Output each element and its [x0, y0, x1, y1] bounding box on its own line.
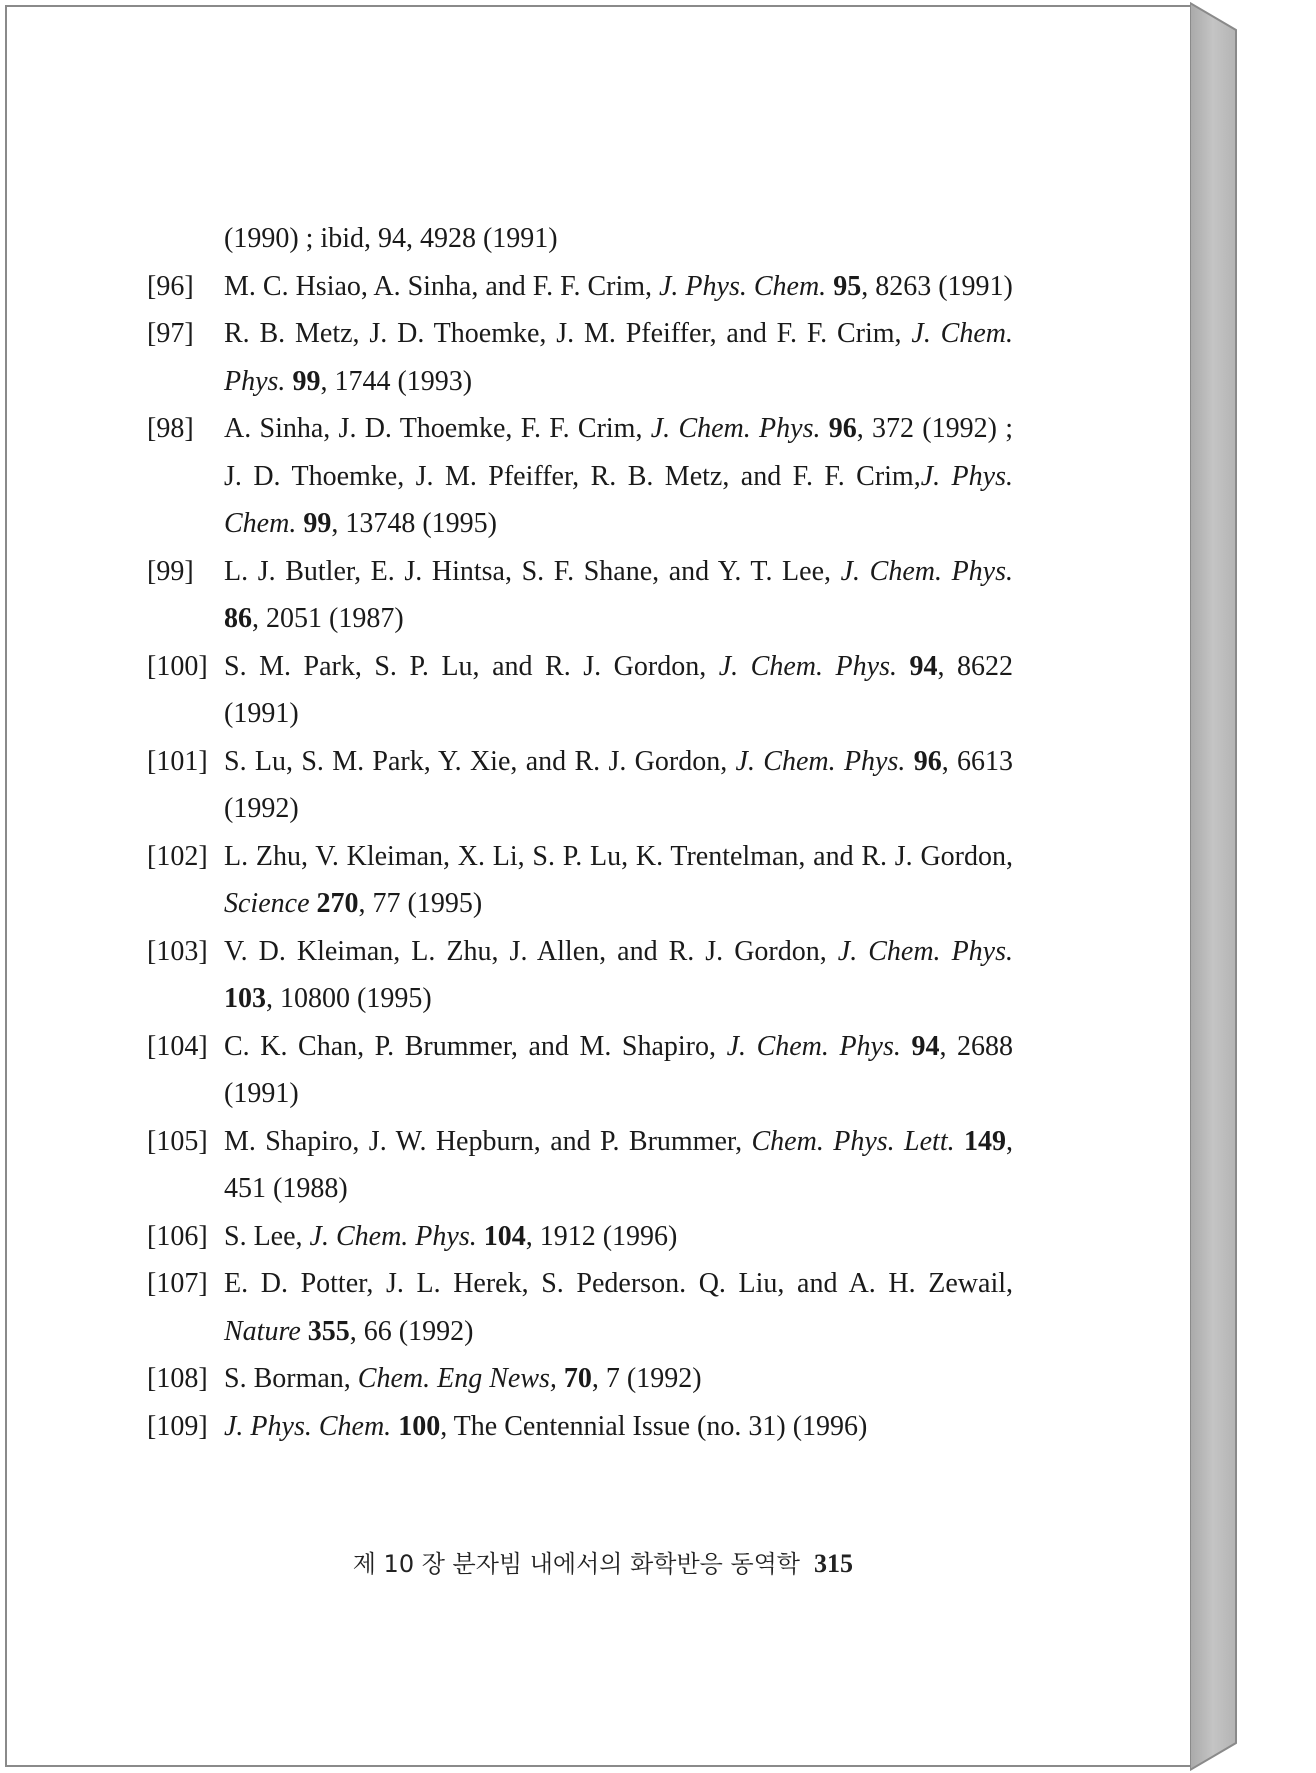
reference-item	[147, 1260, 1013, 1355]
reference-authors: C. K. Chan, P. Brummer, and M. Shapiro,	[224, 1030, 717, 1062]
reference-item	[147, 548, 1013, 643]
reference-details: , 8263 (1991)	[861, 270, 1013, 302]
reference-authors: S. M. Park, S. P. Lu, and R. J. Gordon,	[224, 650, 707, 682]
reference-journal: Chem. Eng News,	[357, 1363, 557, 1394]
reference-details: , 372 (1992) ; J. D. Thoemke, J. M. Pfeiffer, R. B. Metz, and F. F. Crim,	[224, 413, 1014, 492]
reference-journal: J. Chem. Phys.	[224, 318, 1013, 397]
reference-details: , 8622 (1991)	[224, 650, 1014, 729]
reference-details: , 6613 (1992)	[224, 745, 1014, 824]
reference-authors: S. Lu, S. M. Park, Y. Xie, and R. J. Gordon,	[224, 745, 728, 777]
reference-journal: J. Phys. Chem.	[224, 1410, 392, 1442]
reference-authors: R. B. Metz, J. D. Thoemke, J. M. Pfeiffer, and F. F. Crim,	[224, 318, 902, 349]
reference-volume: 99	[303, 508, 332, 539]
reference-number: [96]	[147, 270, 194, 302]
reference-volume: 95	[833, 270, 862, 302]
reference-volume: 355	[307, 1315, 350, 1347]
reference-authors: M. Shapiro, J. W. Hepburn, and P. Brummer,	[224, 1125, 743, 1157]
reference-journal: J. Chem. Phys.	[726, 1030, 901, 1062]
reference-details: , 1744 (1993)	[320, 365, 473, 397]
reference-number: [98]	[147, 413, 194, 444]
reference-number: [109]	[147, 1410, 208, 1442]
reference-volume: 99	[292, 365, 321, 397]
page-number: 315	[814, 1549, 853, 1578]
reference-authors: S. Lee,	[224, 1220, 303, 1252]
reference-journal: Science	[224, 888, 310, 919]
reference-item	[147, 1403, 1013, 1451]
reference-volume: 100	[398, 1410, 441, 1442]
reference-number: [104]	[147, 1030, 208, 1062]
reference-authors: V. D. Kleiman, L. Zhu, J. Allen, and R. J. Gordon,	[224, 935, 827, 967]
reference-item	[147, 405, 1013, 548]
reference-authors: S. Borman,	[224, 1363, 351, 1394]
reference-volume: 103	[224, 983, 266, 1014]
reference-details: , 451 (1988)	[224, 1125, 1014, 1204]
reference-volume: 149	[964, 1125, 1007, 1157]
reference-item	[147, 1355, 1013, 1403]
chapter-title: 제 10 장 분자빔 내에서의 화학반응 동역학	[352, 1550, 800, 1578]
reference-volume: 96	[913, 745, 942, 777]
reference-number: [97]	[147, 318, 194, 349]
reference-journal: J. Chem. Phys.	[309, 1220, 477, 1252]
reference-authors: E. D. Potter, J. L. Herek, S. Pederson. Q. Liu, and A. H. Zewail,	[224, 1268, 1013, 1299]
reference-number: [99]	[147, 555, 194, 587]
reference-authors: L. Zhu, V. Kleiman, X. Li, S. P. Lu, K. Trentelman, and R. J. Gordon,	[224, 840, 1013, 872]
reference-item	[147, 738, 1013, 833]
reference-number: [107]	[147, 1268, 208, 1299]
reference-journal: Nature	[224, 1315, 301, 1347]
reference-item	[147, 643, 1013, 738]
reference-details: , 13748 (1995)	[331, 508, 497, 539]
reference-item	[147, 833, 1013, 928]
book-page	[5, 5, 1193, 1767]
reference-journal: J. Chem. Phys.	[718, 650, 897, 682]
reference-journal: J. Phys. Chem.	[659, 270, 827, 302]
reference-details: , 66 (1992)	[349, 1315, 474, 1347]
reference-number: [108]	[147, 1363, 208, 1394]
reference-details: , 7 (1992)	[591, 1363, 702, 1394]
reference-number: [106]	[147, 1220, 208, 1252]
reference-number: [101]	[147, 745, 208, 777]
reference-authors: L. J. Butler, E. J. Hintsa, S. F. Shane, and Y. T. Lee,	[224, 555, 832, 587]
reference-journal: J. Phys. Chem.	[224, 460, 1013, 539]
reference-item	[147, 1023, 1013, 1118]
reference-number: [103]	[147, 935, 208, 967]
reference-journal: J. Chem. Phys.	[840, 555, 1014, 587]
reference-details: , 10800 (1995)	[266, 983, 432, 1014]
reference-item	[147, 1118, 1013, 1213]
reference-number: [105]	[147, 1125, 208, 1157]
reference-journal: J. Chem. Phys.	[735, 745, 906, 777]
reference-item	[147, 928, 1013, 1023]
reference-details: , 2688 (1991)	[224, 1030, 1014, 1109]
reference-journal: J. Chem. Phys.	[837, 935, 1013, 967]
reference-volume: 86	[224, 603, 252, 634]
reference-item	[147, 263, 1013, 311]
reference-volume: 104	[483, 1220, 526, 1252]
reference-number: [100]	[147, 650, 208, 682]
reference-volume: 94	[909, 650, 938, 682]
reference-journal: Chem. Phys. Lett.	[751, 1125, 955, 1157]
reference-authors: M. C. Hsiao, A. Sinha, and F. F. Crim,	[224, 270, 652, 302]
book-spine	[1190, 0, 1246, 1773]
reference-journal: J. Chem. Phys.	[650, 413, 821, 444]
reference-volume: 70	[563, 1363, 592, 1394]
reference-details: , 77 (1995)	[358, 888, 483, 919]
reference-details: , 1912 (1996)	[525, 1220, 678, 1252]
reference-volume: 94	[911, 1030, 940, 1062]
reference-continuation: (1990) ; ibid, 94, 4928 (1991)	[224, 223, 558, 254]
reference-item	[147, 310, 1013, 405]
reference-list	[147, 215, 1013, 1450]
reference-entries	[147, 263, 1013, 1451]
reference-details: , The Centennial Issue (no. 31) (1996)	[440, 1410, 868, 1442]
page-footer	[353, 1544, 853, 1579]
reference-volume: 96	[828, 413, 857, 444]
reference-authors: A. Sinha, J. D. Thoemke, F. F. Crim,	[224, 413, 643, 444]
reference-number: [102]	[147, 840, 208, 872]
reference-item	[147, 1213, 1013, 1261]
reference-details: , 2051 (1987)	[252, 603, 404, 634]
reference-volume: 270	[316, 888, 359, 919]
